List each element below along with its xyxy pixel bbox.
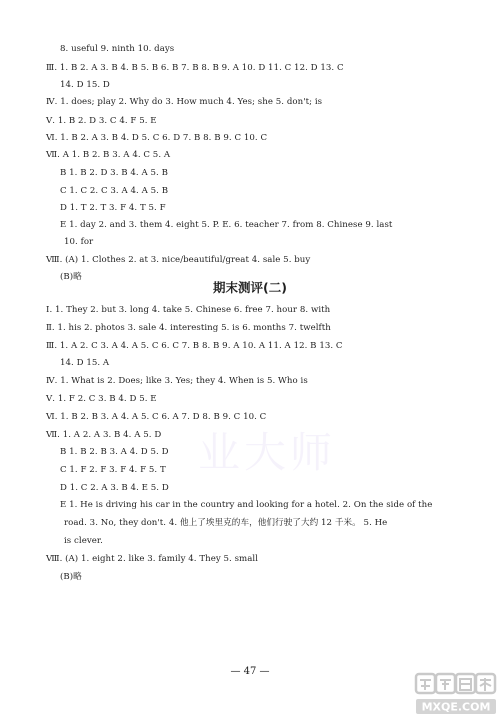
text-line-25: D 1. C 2. A 3. B 4. E 5. D [60,483,169,493]
page-number: — 47 — [230,666,270,677]
text-line-3: 14. D 15. D [60,80,110,90]
text-line-4: Ⅳ. 1. does; play 2. Why do 3. How much 4. Yes; she 5. don't; is [46,97,323,107]
text-line-7: Ⅶ. A 1. B 2. B 3. A 4. C 5. A [46,150,171,160]
text-line-19: Ⅳ. 1. What is 2. Does; like 3. Yes; they 4. When is 5. Who is [46,376,308,386]
text-line-15: Ⅰ. 1. They 2. but 3. long 4. take 5. Chinese 6. free 7. hour 8. with [46,305,331,315]
text-line-14: (B)略 [60,272,82,282]
text-line-21: Ⅵ. 1. B 2. B 3. A 4. A 5. C 6. A 7. D 8. B 9. C 10. C [46,412,267,422]
text-line-27: road. 3. No, they don't. 4. 他上了埃里克的车，他们行驶了大约 12 千米。 5. He [64,518,388,528]
text-line-20: Ⅴ. 1. F 2. C 3. B 4. D 5. E [46,394,157,404]
text-line-10: D 1. T 2. T 3. F 4. T 5. F [60,203,166,213]
text-line-9: C 1. C 2. C 3. A 4. A 5. B [60,186,169,196]
text-line-13: Ⅷ. (A) 1. Clothes 2. at 3. nice/beautiful/great 4. sale 5. buy [46,255,311,265]
text-line-8: B 1. B 2. D 3. B 4. A 5. B [60,168,168,178]
text-line-12: 10. for [64,237,94,247]
section-title: 期末测评(二) [213,280,287,295]
text-line-5: Ⅴ. 1. B 2. D 3. C 4. F 5. E [46,116,157,126]
text-line-2: Ⅲ. 1. B 2. A 3. B 4. B 5. B 6. B 7. B 8. B 9. A 10. D 11. C 12. D 13. C [46,63,344,73]
text-line-6: Ⅵ. 1. B 2. A 3. B 4. D 5. C 6. D 7. B 8. B 9. C 10. C [46,133,268,143]
text-line-26: E 1. He is driving his car in the country and looking for a hotel. 2. On the side of the [60,500,433,510]
text-line-22: Ⅶ. 1. A 2. A 3. B 4. A 5. D [46,430,162,440]
text-line-16: Ⅱ. 1. his 2. photos 3. sale 4. interesting 5. is 6. months 7. twelfth [46,323,331,333]
text-line-30: (B)略 [60,572,82,582]
text-line-1: 8. useful 9. ninth 10. days [60,44,175,54]
text-line-28: is clever. [64,536,103,546]
text-line-17: Ⅲ. 1. A 2. C 3. A 4. A 5. C 6. C 7. B 8. B 9. A 10. A 11. A 12. B 13. C [46,341,343,351]
svg-text:MXQE.COM: MXQE.COM [421,700,491,714]
text-line-29: Ⅷ. (A) 1. eight 2. like 3. family 4. They 5. small [46,554,259,564]
text-line-18: 14. D 15. A [60,358,110,368]
text-line-24: C 1. F 2. F 3. F 4. F 5. T [60,465,166,475]
publisher-logo [414,672,498,718]
watermark: 业大师 [198,428,337,477]
text-line-23: B 1. B 2. B 3. A 4. D 5. D [60,447,169,457]
text-line-11: E 1. day 2. and 3. them 4. eight 5. P. E. 6. teacher 7. from 8. Chinese 9. last [60,220,393,230]
